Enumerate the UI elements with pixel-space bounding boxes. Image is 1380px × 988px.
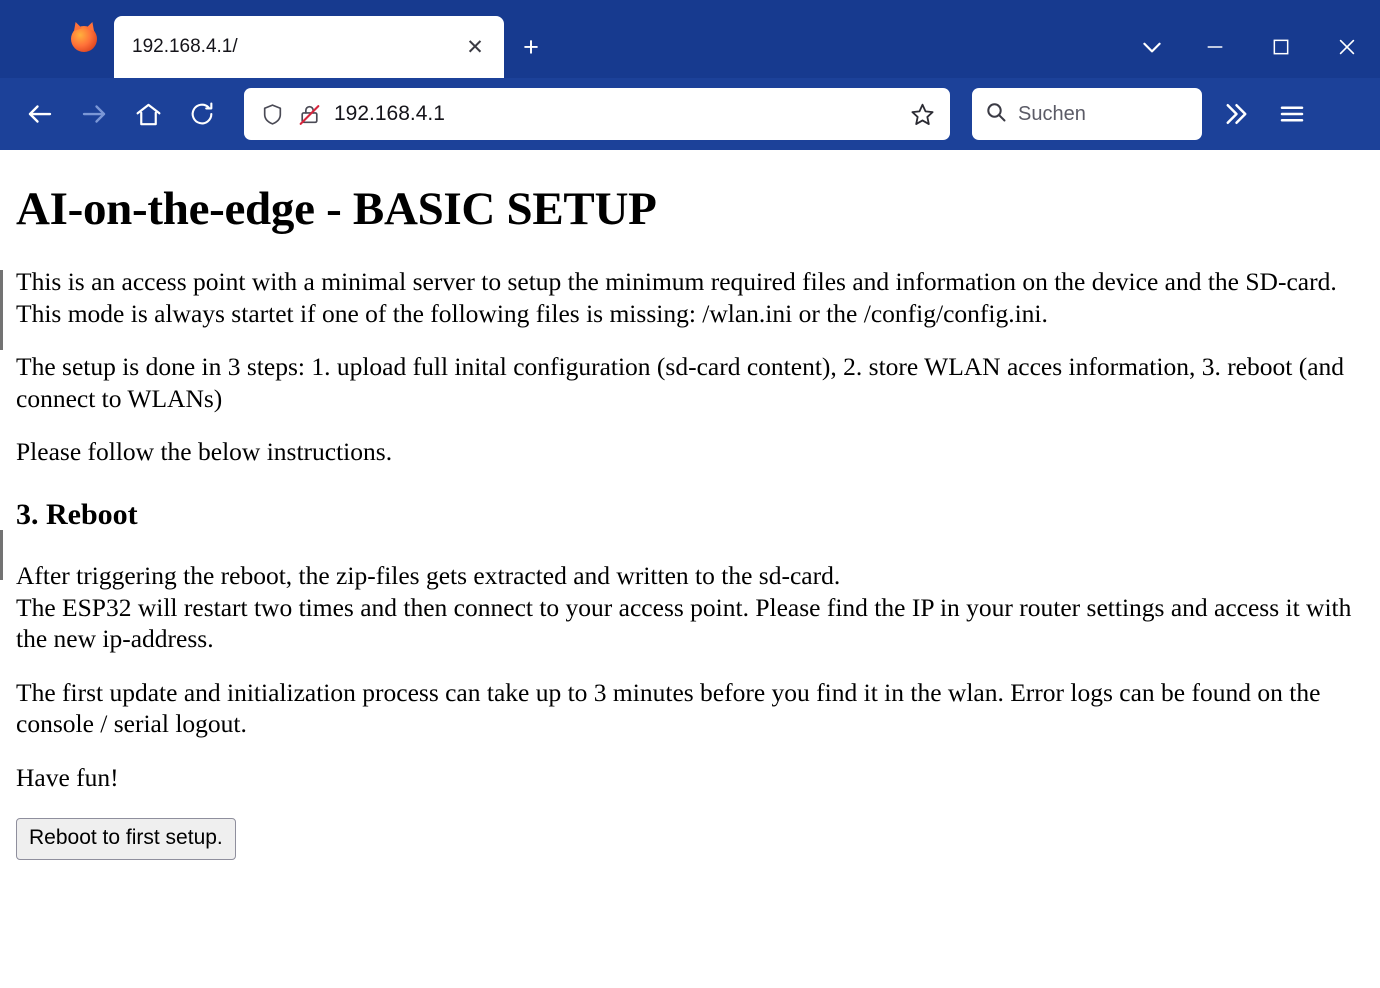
address-bar-text[interactable]: 192.168.4.1 [334,102,445,125]
reboot-paragraph-2: The first update and initialization process can take up to 3 minutes before you find it in the wlan. Error logs can be found on the console / serial logout. [16,677,1321,739]
reboot-paragraph-1-line-1: After triggering the reboot, the zip-files gets extracted and written to the sd-card. [16,561,841,591]
firefox-logo-icon [58,0,110,78]
page-title: AI-on-the-edge - BASIC SETUP [16,183,657,235]
forward-arrow-icon[interactable] [70,90,118,138]
navigation-toolbar [0,78,1380,150]
intro-paragraph-2: The setup is done in 3 steps: 1. upload full inital configuration (sd-card content), 2. store WLAN acces information, 3. reboot (and connect to WLANs) [16,352,1345,413]
search-bar[interactable] [972,88,1202,140]
star-icon[interactable] [909,101,936,128]
close-window-button[interactable] [1314,16,1380,78]
close-tab-icon[interactable]: ✕ [466,35,484,59]
browser-tab[interactable] [114,16,504,78]
reboot-to-first-setup-button[interactable]: Reboot to first setup. [16,818,236,860]
maximize-button[interactable] [1248,16,1314,78]
chevron-down-icon[interactable] [1122,16,1182,78]
window-controls [1182,16,1380,78]
reboot-paragraph-1 [16,560,1362,655]
back-arrow-icon[interactable] [16,90,64,138]
page-content [0,150,1380,860]
minimize-button[interactable] [1182,16,1248,78]
section-heading-reboot: 3. Reboot [16,498,138,532]
lock-crossed-out-icon[interactable] [297,102,322,127]
titlebar [0,0,1380,78]
home-icon[interactable] [124,90,172,138]
search-icon [984,100,1008,129]
reload-icon[interactable] [178,90,226,138]
shield-icon[interactable] [260,102,285,127]
new-tab-button[interactable]: + [523,31,539,62]
address-bar[interactable] [244,88,950,140]
have-fun-text: Have fun! [16,763,119,793]
page-viewport [0,150,1380,988]
double-chevron-right-icon[interactable] [1208,88,1260,140]
intro-paragraph-3: Please follow the below instructions. [16,437,393,467]
titlebar-left-padding [0,0,58,78]
text-cursor-artifact [0,150,3,988]
search-input[interactable]: Suchen [1018,102,1086,125]
intro-paragraph-1: This is an access point with a minimal server to setup the minimum required files and information on the device and the SD-card. This mode is always startet if one of the following files is missing: /wlan.ini or the /config/config.ini. [16,267,1337,328]
reboot-paragraph-1-line-2: The ESP32 will restart two times and then connect to your access point. Please find the IP in your router settings and access it with the new ip-address. [16,592,1352,654]
hamburger-menu-icon[interactable] [1266,88,1318,140]
tab-title: 192.168.4.1/ [132,36,238,57]
